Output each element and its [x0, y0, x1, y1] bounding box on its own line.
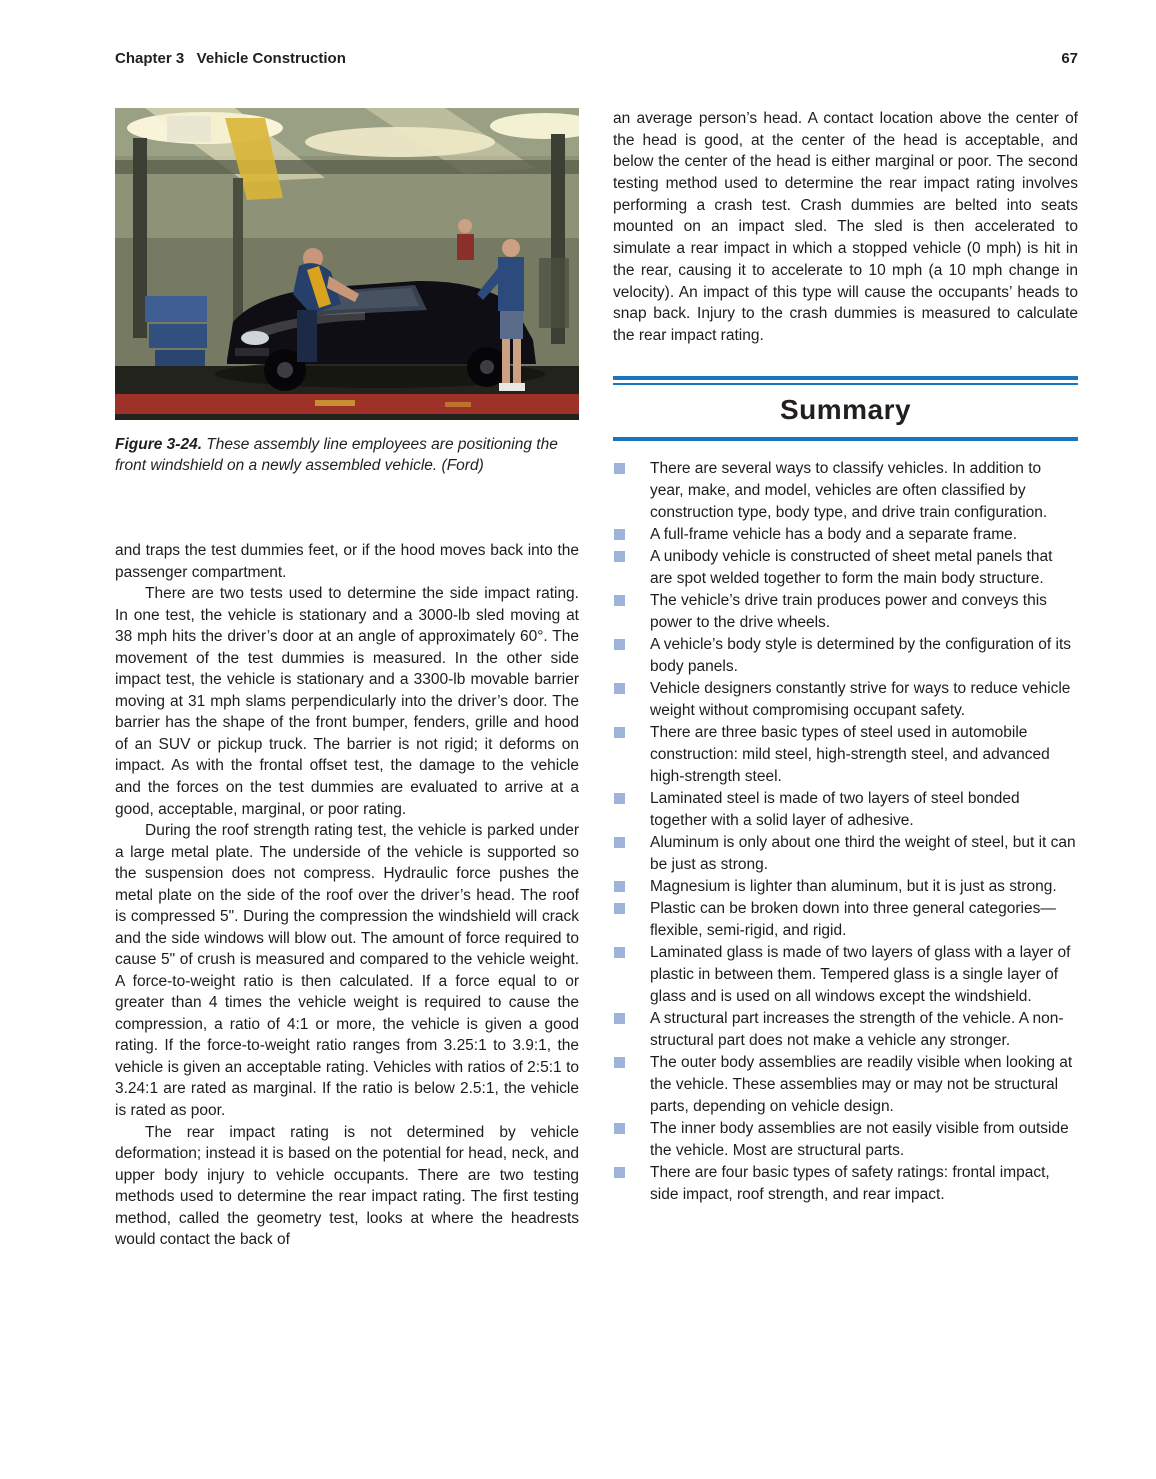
- running-head-chapter: Chapter 3 Vehicle Construction: [115, 50, 346, 67]
- summary-top-rule-thin: [613, 383, 1078, 385]
- list-item: [613, 524, 1078, 546]
- figure-caption-label: Figure 3-24.: [115, 436, 202, 453]
- summary-item-text: There are several ways to classify vehicles. In addition to year, make, and model, vehicles are often classified by construction type, body type, and drive train configuration.: [650, 459, 1048, 521]
- list-item: [613, 1162, 1078, 1206]
- bullet-square-icon: [614, 639, 625, 650]
- summary-item-text: The outer body assemblies are readily visible when looking at the vehicle. These assemblies may or may not be structural parts, depending on vehicle design.: [650, 1053, 1073, 1115]
- bullet-square-icon: [614, 463, 625, 474]
- list-item: [613, 546, 1078, 590]
- page-number: 67: [1061, 50, 1078, 67]
- paragraph: During the roof strength rating test, the vehicle is parked under a large metal plate. The underside of the vehicle is supported so the suspension does not compress. Hydraulic force pushes the metal plate on the side of the roof over the driver’s head. The roof is compressed 5". During the compression the windshield will crack and the side windows will blow out. The amount of force required to cause 5" of crush is measured and compared to the vehicle weight. A force-to-weight ratio is then calculated. If a force equal to or greater than 4 times the vehicle weight is required to cause the compression, a ratio of 4:1 or more, the vehicle is given a good rating. If the force-to-weight ratio ranges from 3.25:1 to 3.9:1, the vehicle is given an acceptable rating. Vehicles with ratios of 2:5:1 to 3.24:1 are rated as marginal. If the ratio is below 2.5:1, the vehicle is rated as poor.: [115, 822, 579, 1119]
- list-item: [613, 458, 1078, 524]
- summary-item-text: Magnesium is lighter than aluminum, but it is just as strong.: [650, 877, 1057, 895]
- list-item: [613, 722, 1078, 788]
- summary-item-text: Vehicle designers constantly strive for ways to reduce vehicle weight without compromising occupant safety.: [650, 679, 1071, 719]
- bullet-square-icon: [614, 837, 625, 848]
- paragraph: and traps the test dummies feet, or if the hood moves back into the passenger compartment.: [115, 542, 579, 581]
- list-item: [613, 1118, 1078, 1162]
- assembly-line-photo: [115, 108, 579, 420]
- paragraph: an average person’s head. A contact location above the center of the head is good, at the center of the head is acceptable, and below the center of the head is either marginal or poor. The second testing method used to determine the rear impact rating involves performing a crash test. Crash dummies are belted into seats mounted on an impact sled. The sled is then accelerated to simulate a rear impact in which a stopped vehicle (0 mph) is hit in the rear, causing it to accelerate to 10 mph (a 10 mph change in velocity). An impact of this type will cause the occupants’ heads to snap back. Injury to the crash dummies is measured to calculate the rear impact rating.: [613, 110, 1078, 344]
- bullet-square-icon: [614, 683, 625, 694]
- summary-heading: Summary: [779, 393, 912, 425]
- summary-item-text: A vehicle’s body style is determined by the configuration of its body panels.: [650, 635, 1072, 675]
- bullet-square-icon: [614, 595, 625, 606]
- summary-item-text: Plastic can be broken down into three general categories—flexible, semi-rigid, and rigid.: [650, 899, 1056, 939]
- list-item: [613, 1052, 1078, 1118]
- list-item: [613, 1008, 1078, 1052]
- summary-bottom-rule: [613, 437, 1078, 441]
- summary-item-text: There are four basic types of safety ratings: frontal impact, side impact, roof strength, and rear impact.: [650, 1163, 1050, 1203]
- list-item: [613, 898, 1078, 942]
- summary-item-text: A unibody vehicle is constructed of sheet metal panels that are spot welded together to form the main body structure.: [650, 547, 1053, 587]
- summary-item-text: A full-frame vehicle has a body and a separate frame.: [650, 525, 1018, 543]
- list-item: [613, 788, 1078, 832]
- list-item: [613, 634, 1078, 678]
- figure-caption: [115, 434, 579, 476]
- bullet-square-icon: [614, 903, 625, 914]
- bullet-square-icon: [614, 727, 625, 738]
- paragraph: There are two tests used to determine the side impact rating. In one test, the vehicle is stationary and a 3000-lb sled moving at 38 mph hits the driver’s door at an angle of approximately 60°. The movement of the test dummies is measured. In the other side impact test, the vehicle is stationary and a 3300-lb movable barrier moving at 31 mph slams perpendicularly into the driver’s door. The barrier has the shape of the front bumper, fenders, grille and hood of an SUV or pickup truck. The barrier is not rigid; it deforms on impact. As with the frontal offset test, the damage to the vehicle and the forces on the test dummies are evaluated to arrive at a good, acceptable, marginal, or poor rating.: [115, 585, 579, 818]
- summary-item-text: A structural part increases the strength of the vehicle. A non-structural part does not make a vehicle any stronger.: [650, 1009, 1064, 1049]
- summary-section: [613, 376, 1078, 1206]
- bullet-square-icon: [614, 793, 625, 804]
- left-column-body: [115, 540, 579, 1251]
- bullet-square-icon: [614, 551, 625, 562]
- right-column: [613, 108, 1078, 1206]
- figure-caption-text: These assembly line employees are positioning the front windshield on a newly assembled vehicle. (Ford): [115, 436, 558, 475]
- summary-item-text: Aluminum is only about one third the weight of steel, but it can be just as strong.: [650, 833, 1076, 873]
- bullet-square-icon: [614, 1013, 625, 1024]
- paragraph: The rear impact rating is not determined by vehicle deformation; instead it is based on the potential for head, neck, and upper body injury to vehicle occupants. There are two testing methods used to determine the rear impact rating. The first testing method, called the geometry test, looks at where the headrests would contact the back of: [115, 1123, 579, 1249]
- bullet-square-icon: [614, 947, 625, 958]
- list-item: [613, 678, 1078, 722]
- summary-top-rule-thick: [613, 376, 1078, 380]
- left-column: [115, 108, 579, 1251]
- bullet-square-icon: [614, 881, 625, 892]
- summary-item-text: The inner body assemblies are not easily visible from outside the vehicle. Most are structural parts.: [650, 1119, 1069, 1159]
- list-item: [613, 942, 1078, 1008]
- list-item: [613, 876, 1078, 898]
- bullet-square-icon: [614, 529, 625, 540]
- bullet-square-icon: [614, 1057, 625, 1068]
- list-item: [613, 832, 1078, 876]
- summary-item-text: There are three basic types of steel used in automobile construction: mild steel, high-strength steel, and advanced high-strength steel.: [650, 723, 1050, 785]
- summary-item-text: Laminated steel is made of two layers of steel bonded together with a solid layer of adhesive.: [650, 789, 1020, 829]
- summary-list: [613, 458, 1078, 1206]
- bullet-square-icon: [614, 1123, 625, 1134]
- summary-item-text: The vehicle’s drive train produces power and conveys this power to the drive wheels.: [650, 591, 1047, 631]
- bullet-square-icon: [614, 1167, 625, 1178]
- summary-item-text: Laminated glass is made of two layers of glass with a layer of plastic in between them. Tempered glass is a single layer of glass and is used on all windows except the windshield.: [650, 943, 1071, 1005]
- list-item: [613, 590, 1078, 634]
